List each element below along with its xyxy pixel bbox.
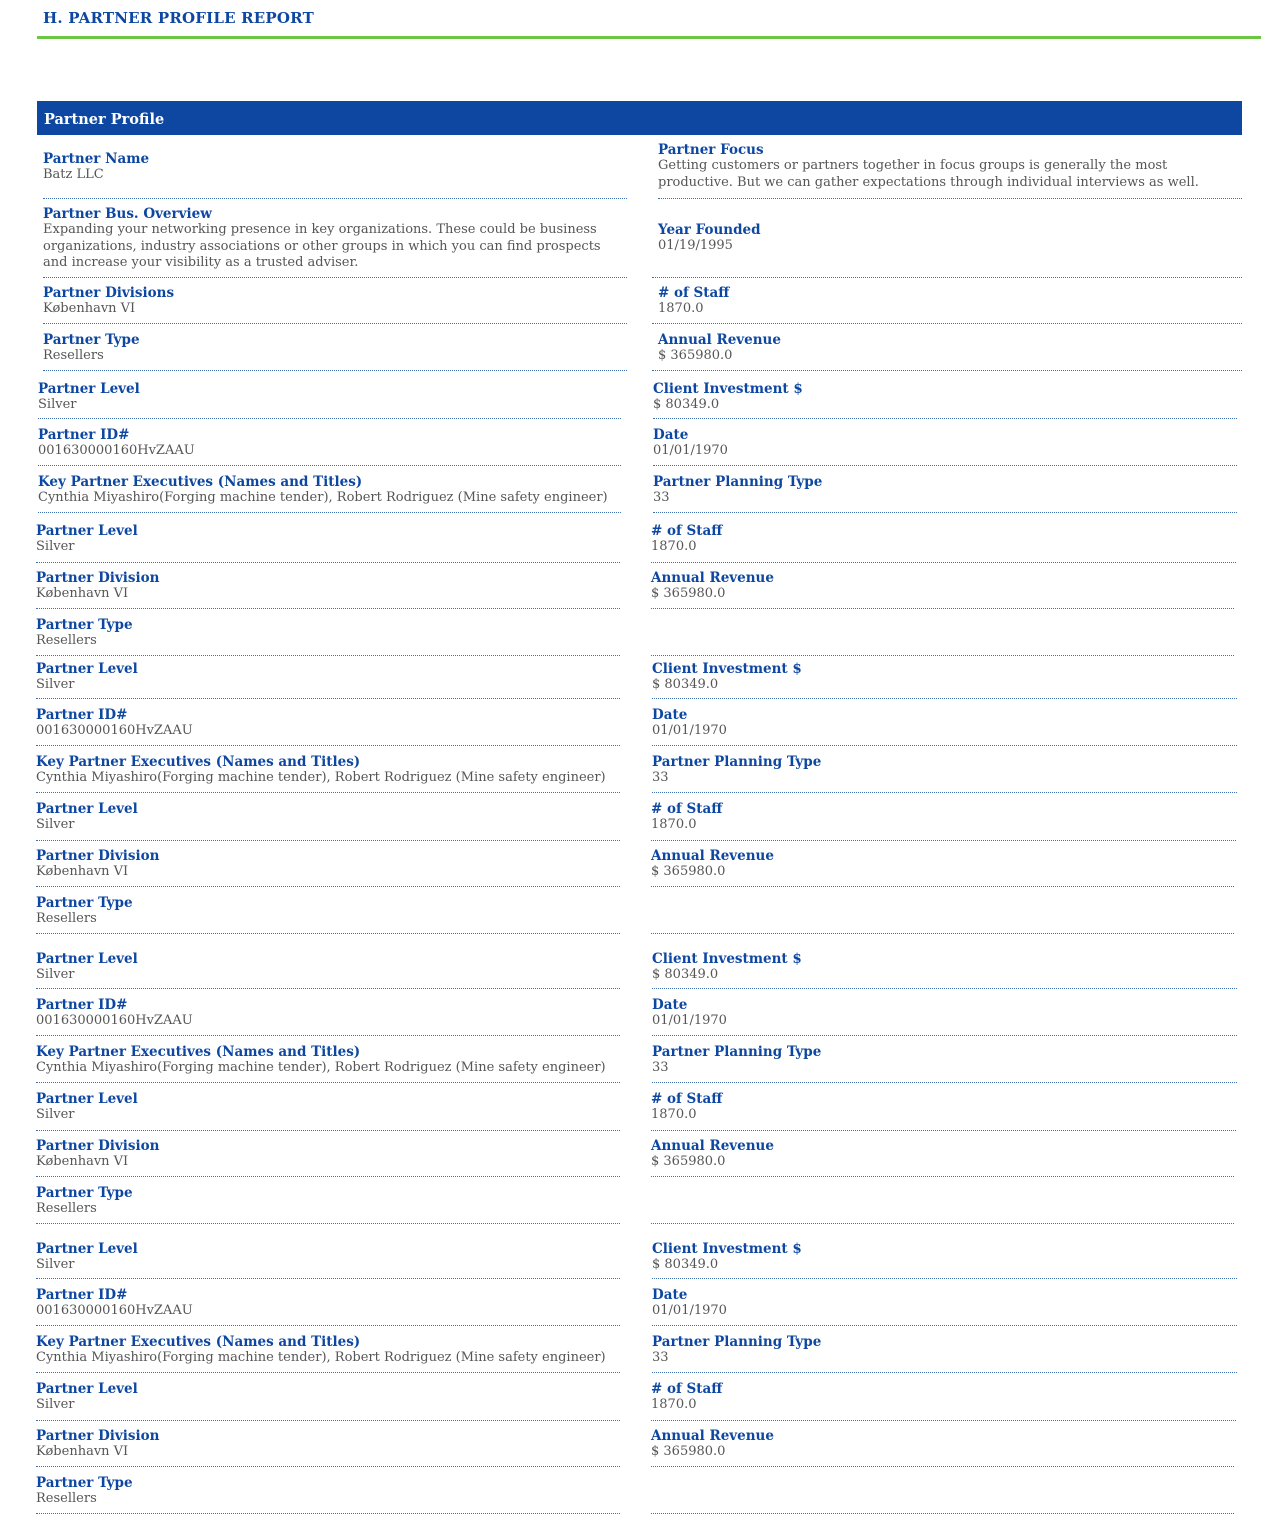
field-value: Silver <box>36 539 75 554</box>
field-label: # of Staff <box>651 1381 723 1397</box>
field-value: 33 <box>652 770 669 785</box>
field-value: 01/01/1970 <box>653 443 728 458</box>
field-date <box>652 707 1237 746</box>
field-label: Partner Division <box>36 570 160 586</box>
field-value: 33 <box>652 1350 669 1365</box>
field-value: 001630000160HvZAAU <box>38 443 195 458</box>
field-label: Partner Name <box>43 151 150 167</box>
field-label: Partner Level <box>36 1091 138 1107</box>
field-value: $ 80349.0 <box>653 397 720 412</box>
field-value: $ 365980.0 <box>651 586 726 601</box>
field-value: $ 365980.0 <box>658 348 733 363</box>
field-num-staff <box>651 523 1236 563</box>
field-value: 1870.0 <box>651 1107 697 1122</box>
field-partner-division <box>36 1428 620 1467</box>
field-label: Client Investment $ <box>652 951 802 967</box>
report-title: H. PARTNER PROFILE REPORT <box>43 9 314 27</box>
field-value: København VI <box>36 1154 129 1169</box>
field-key-executives <box>36 1044 620 1083</box>
field-label: Annual Revenue <box>651 570 774 586</box>
field-partner-level <box>38 381 621 419</box>
title-rule <box>37 36 1261 39</box>
field-annual-revenue <box>651 570 1234 609</box>
field-label: Year Founded <box>658 222 761 238</box>
field-value: København VI <box>36 864 129 879</box>
field-value: 33 <box>653 490 670 505</box>
field-partner-focus <box>658 142 1242 199</box>
field-label: # of Staff <box>651 1091 723 1107</box>
field-partner-divisions <box>43 285 627 324</box>
field-label: Partner ID# <box>36 997 128 1013</box>
field-label: Partner Divisions <box>43 285 175 301</box>
field-value: $ 80349.0 <box>652 967 719 982</box>
field-value: Cynthia Miyashiro(Forging machine tender), Robert Rodriguez (Mine safety engineer) <box>36 770 606 785</box>
field-value: 01/01/1970 <box>652 1013 727 1028</box>
field-value: 1870.0 <box>651 1397 697 1412</box>
field-empty <box>651 617 1234 656</box>
field-value: Resellers <box>43 348 104 363</box>
field-value: Silver <box>36 817 75 832</box>
field-value: Silver <box>36 967 75 982</box>
field-value: Resellers <box>36 1201 97 1216</box>
field-partner-level <box>36 661 620 699</box>
field-label: # of Staff <box>651 801 723 817</box>
field-label: Date <box>653 427 689 443</box>
field-value: $ 365980.0 <box>651 864 726 879</box>
field-value: Getting customers or partners together in focus groups is generally the most productive. But we can gather expectations through individual interviews as well. <box>658 158 1199 190</box>
field-planning-type <box>652 1334 1237 1373</box>
field-value: $ 80349.0 <box>652 677 719 692</box>
field-label: Partner Level <box>36 523 138 539</box>
field-label: Annual Revenue <box>651 1138 774 1154</box>
field-label: Partner Type <box>36 1475 133 1491</box>
field-planning-type <box>652 754 1237 793</box>
field-partner-id <box>38 427 621 466</box>
field-label: Partner Focus <box>658 142 764 158</box>
field-partner-type <box>36 1475 620 1514</box>
field-partner-level <box>36 523 620 563</box>
field-value: 01/19/1995 <box>658 238 733 253</box>
field-value: Cynthia Miyashiro(Forging machine tender), Robert Rodriguez (Mine safety engineer) <box>36 1060 606 1075</box>
field-label: Partner Planning Type <box>653 474 823 490</box>
field-value: Silver <box>38 397 77 412</box>
field-label: Annual Revenue <box>651 848 774 864</box>
field-partner-name <box>43 151 627 199</box>
field-num-staff <box>651 1091 1236 1131</box>
field-partner-id <box>36 1287 620 1326</box>
field-label: Partner Type <box>36 617 133 633</box>
field-planning-type <box>652 1044 1237 1083</box>
field-num-staff <box>651 801 1236 841</box>
field-label: Partner Type <box>43 332 140 348</box>
field-date <box>652 997 1237 1036</box>
field-partner-level <box>36 1091 620 1131</box>
field-label: Partner Level <box>36 801 138 817</box>
section-header: Partner Profile <box>37 101 1242 135</box>
field-partner-type <box>36 1185 620 1224</box>
field-key-executives <box>36 1334 620 1373</box>
field-date <box>653 427 1237 466</box>
field-partner-division <box>36 1138 620 1177</box>
field-label: Partner Type <box>36 895 133 911</box>
field-annual-revenue <box>652 332 1242 371</box>
field-num-staff <box>651 1381 1236 1421</box>
field-value: 33 <box>652 1060 669 1075</box>
field-client-investment <box>652 661 1237 699</box>
field-value: 1870.0 <box>651 539 697 554</box>
field-value: Silver <box>36 1107 75 1122</box>
field-label: Partner Level <box>36 661 138 677</box>
field-partner-level <box>36 801 620 841</box>
field-value: 01/01/1970 <box>652 1303 727 1318</box>
field-label: Client Investment $ <box>653 381 803 397</box>
field-value: 01/01/1970 <box>652 723 727 738</box>
field-key-executives <box>36 754 620 793</box>
field-label: Client Investment $ <box>652 1241 802 1257</box>
field-partner-level <box>36 1241 620 1279</box>
field-partner-type <box>43 332 627 371</box>
field-empty <box>651 895 1234 934</box>
field-value: Resellers <box>36 911 97 926</box>
field-label: Partner Planning Type <box>652 1044 822 1060</box>
field-value: 1870.0 <box>651 817 697 832</box>
field-empty <box>651 1475 1234 1514</box>
field-label: Partner Division <box>36 1428 160 1444</box>
field-client-investment <box>652 951 1237 989</box>
field-value: Silver <box>36 1257 75 1272</box>
field-partner-id <box>36 707 620 746</box>
field-partner-division <box>36 570 620 609</box>
field-label: Annual Revenue <box>658 332 781 348</box>
field-partner-type <box>36 895 620 934</box>
field-label: Partner Planning Type <box>652 1334 822 1350</box>
field-label: Partner ID# <box>38 427 130 443</box>
field-num-staff <box>652 285 1242 324</box>
field-label: Partner Bus. Overview <box>43 206 212 222</box>
field-annual-revenue <box>651 1428 1234 1467</box>
field-label: Date <box>652 997 688 1013</box>
field-value: 001630000160HvZAAU <box>36 1303 193 1318</box>
field-label: Partner ID# <box>36 707 128 723</box>
field-label: Partner Level <box>38 381 140 397</box>
field-key-executives <box>38 474 621 513</box>
field-label: Partner Division <box>36 848 160 864</box>
field-partner-level <box>36 951 620 989</box>
field-bus-overview <box>43 206 627 278</box>
field-value: Resellers <box>36 1491 97 1506</box>
field-value: $ 80349.0 <box>652 1257 719 1272</box>
field-label: Date <box>652 707 688 723</box>
field-value: $ 365980.0 <box>651 1154 726 1169</box>
field-value: Resellers <box>36 633 97 648</box>
field-value: København VI <box>36 586 129 601</box>
field-label: Key Partner Executives (Names and Titles) <box>38 474 363 490</box>
field-client-investment <box>652 1241 1237 1279</box>
field-label: Partner Level <box>36 1381 138 1397</box>
field-partner-id <box>36 997 620 1036</box>
field-label: Partner Type <box>36 1185 133 1201</box>
field-planning-type <box>653 474 1237 513</box>
field-value: 001630000160HvZAAU <box>36 723 193 738</box>
field-partner-level <box>36 1381 620 1421</box>
field-value: $ 365980.0 <box>651 1444 726 1459</box>
field-label: Partner Level <box>36 1241 138 1257</box>
field-label: Partner Planning Type <box>652 754 822 770</box>
field-partner-type <box>36 617 620 656</box>
field-value: Silver <box>36 1397 75 1412</box>
field-label: Date <box>652 1287 688 1303</box>
field-label: # of Staff <box>658 285 730 301</box>
field-value: Cynthia Miyashiro(Forging machine tender), Robert Rodriguez (Mine safety engineer) <box>38 490 608 505</box>
field-label: Key Partner Executives (Names and Titles) <box>36 1044 361 1060</box>
field-label: Client Investment $ <box>652 661 802 677</box>
field-label: Partner ID# <box>36 1287 128 1303</box>
field-value: Batz LLC <box>43 167 104 182</box>
field-value: 001630000160HvZAAU <box>36 1013 193 1028</box>
field-value: Silver <box>36 677 75 692</box>
field-label: Key Partner Executives (Names and Titles) <box>36 754 361 770</box>
field-label: Annual Revenue <box>651 1428 774 1444</box>
field-value: Expanding your networking presence in key organizations. These could be business organizations, industry associations or other groups in which you can find prospects and increase your visibility as a trusted adviser. <box>43 222 601 270</box>
field-annual-revenue <box>651 848 1234 887</box>
field-value: København VI <box>36 1444 129 1459</box>
field-label: # of Staff <box>651 523 723 539</box>
field-value: 1870.0 <box>658 301 704 316</box>
field-label: Partner Level <box>36 951 138 967</box>
field-value: København VI <box>43 301 136 316</box>
field-date <box>652 1287 1237 1326</box>
field-client-investment <box>653 381 1237 419</box>
field-value: Cynthia Miyashiro(Forging machine tender), Robert Rodriguez (Mine safety engineer) <box>36 1350 606 1365</box>
field-empty <box>651 1185 1234 1224</box>
field-label: Partner Division <box>36 1138 160 1154</box>
field-annual-revenue <box>651 1138 1234 1177</box>
field-partner-division <box>36 848 620 887</box>
field-year-founded <box>652 222 1242 278</box>
field-label: Key Partner Executives (Names and Titles) <box>36 1334 361 1350</box>
